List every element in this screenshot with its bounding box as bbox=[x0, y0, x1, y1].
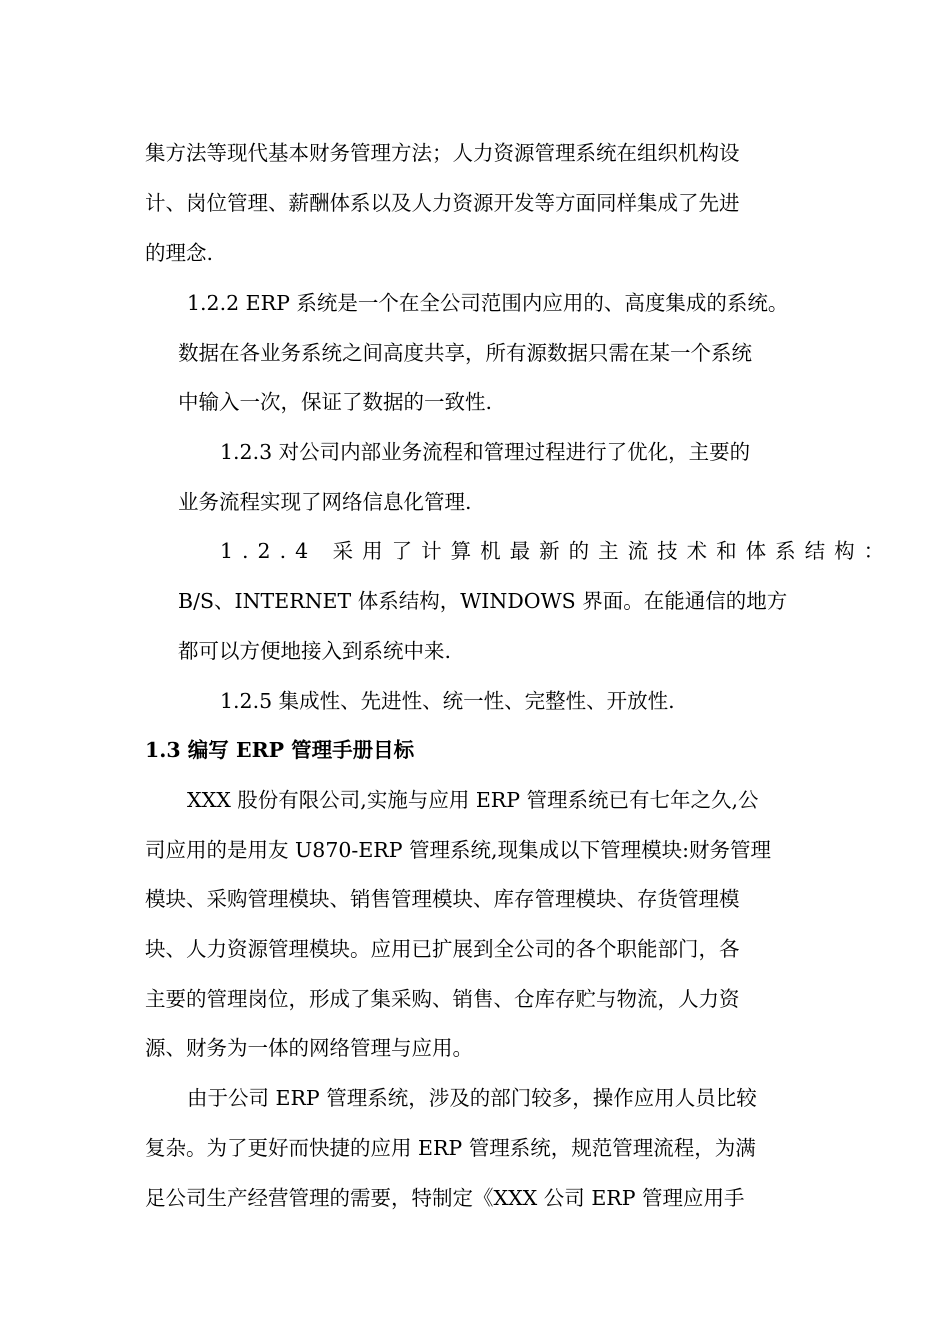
paragraph-line: 足公司生产经营管理的需要，特制定《XXX 公司 ERP 管理应用手 bbox=[145, 1186, 745, 1210]
paragraph-line: 计、岗位管理、薪酬体系以及人力资源开发等方面同样集成了先进 bbox=[145, 191, 740, 215]
paragraph-line: XXX 股份有限公司,实施与应用 ERP 管理系统已有七年之久,公 bbox=[187, 788, 759, 812]
section-1-2-2-line: 中输入一次，保证了数据的一致性. bbox=[178, 390, 493, 414]
paragraph-line: 集方法等现代基本财务管理方法；人力资源管理系统在组织机构设 bbox=[145, 141, 740, 165]
paragraph-line: 主要的管理岗位，形成了集采购、销售、仓库存贮与物流，人力资 bbox=[145, 987, 740, 1011]
section-1-2-3-line: 1.2.3 对公司内部业务流程和管理过程进行了优化，主要的 bbox=[220, 440, 751, 464]
paragraph-line: 复杂。为了更好而快捷的应用 ERP 管理系统，规范管理流程，为满 bbox=[145, 1136, 756, 1160]
section-1-2-4-line: B/S、INTERNET 体系结构，WINDOWS 界面。在能通信的地方 bbox=[178, 589, 788, 613]
paragraph-line: 块、人力资源管理模块。应用已扩展到全公司的各个职能部门，各 bbox=[145, 937, 740, 961]
paragraph-line: 司应用的是用友 U870-ERP 管理系统,现集成以下管理模块:财务管理 bbox=[145, 838, 771, 862]
paragraph-line: 的理念. bbox=[145, 241, 214, 265]
section-1-2-3-line: 业务流程实现了网络信息化管理. bbox=[178, 490, 472, 514]
section-1-2-5-line: 1.2.5 集成性、先进性、统一性、完整性、开放性. bbox=[220, 689, 675, 713]
section-1-2-4-line: 1.2.4 采用了计算机最新的主流技术和体系结构： bbox=[220, 539, 894, 563]
section-1-2-2-line: 数据在各业务系统之间高度共享，所有源数据只需在某一个系统 bbox=[178, 341, 752, 365]
section-heading-1-3: 1.3 编写 ERP 管理手册目标 bbox=[145, 738, 415, 762]
paragraph-line: 由于公司 ERP 管理系统，涉及的部门较多，操作应用人员比较 bbox=[187, 1086, 757, 1110]
section-1-2-2-line: 1.2.2 ERP 系统是一个在全公司范围内应用的、高度集成的系统。 bbox=[187, 291, 789, 315]
paragraph-line: 源、财务为一体的网络管理与应用。 bbox=[145, 1036, 473, 1060]
section-1-2-4-line: 都可以方便地接入到系统中来. bbox=[178, 639, 452, 663]
paragraph-line: 模块、采购管理模块、销售管理模块、库存管理模块、存货管理模 bbox=[145, 887, 740, 911]
